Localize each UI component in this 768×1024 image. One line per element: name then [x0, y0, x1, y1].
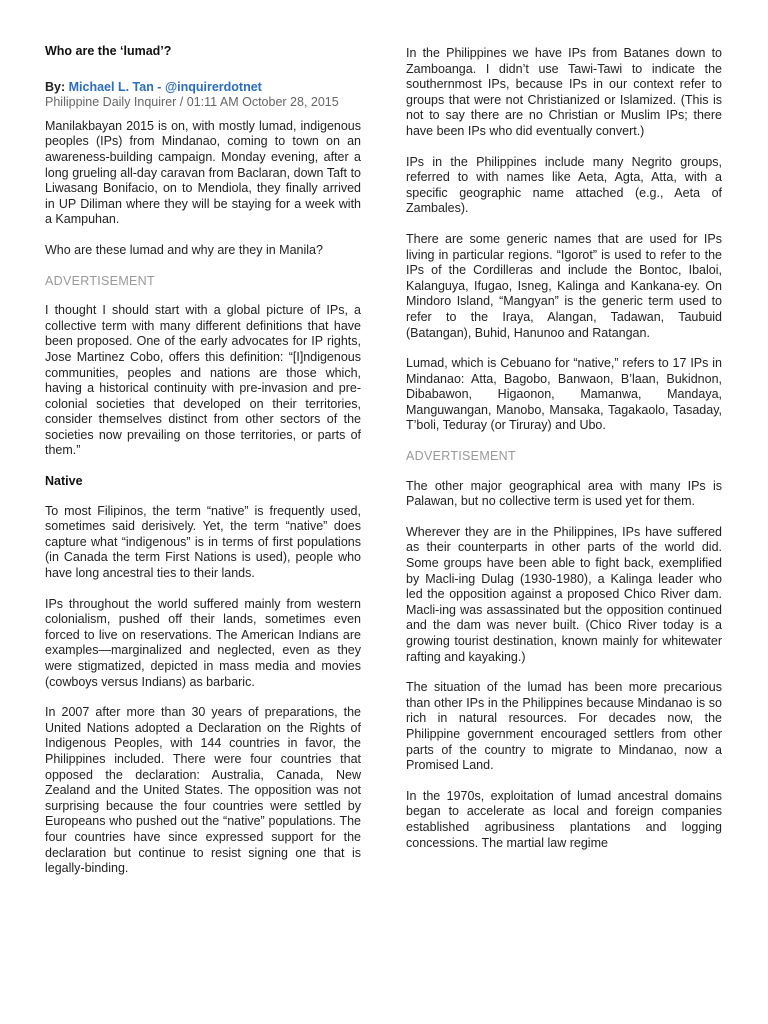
paragraph: Who are these lumad and why are they in Manila?: [45, 242, 323, 257]
article-right-column: [406, 46, 722, 866]
source-separator: /: [176, 95, 187, 110]
byline: [45, 80, 361, 96]
paragraph: The situation of the lumad has been more precarious than other IPs in the Philippines because Mindanao is so rich in natural resources. For decades now, the Philippine government encouraged settlers from other parts of the country to migrate to Mindanao, now a Promised Land.: [406, 680, 722, 773]
paragraph: There are some generic names that are used for IPs living in particular regions. “Igorot” is used to refer to the IPs of the Cordilleras and include the Bontoc, Ibaloi, Kalanguya, Ifugao, Isneg, Kalinga and Kankana-ey. On Mindoro Island, “Mangyan” is the generic term used to refer to the Iraya, Alangan, Tadawan, Taubuid (Batangan), Buhid, Hanunoo and Ratangan.: [406, 231, 722, 340]
paragraph: Wherever they are in the Philippines, IPs have suffered as their counterparts in other parts of the world did. Some groups have been able to fight back, exemplified by Macli-ing Dulag (1930-1980), a Kalinga leader who led the opposition against a proposed Chico River dam. Macli-ing was assassinated but the opposition continued and the dam was never built. (Chico River today is a growing tourist destination, known mainly for whitewater rafting and kayaking.): [406, 524, 722, 664]
advertisement-label: ADVERTISEMENT: [406, 449, 516, 464]
byline-separator: -: [153, 79, 165, 94]
paragraph: In the Philippines we have IPs from Batanes down to Zamboanga. I didn’t use Tawi-Tawi to indicate the southernmost IPs, because IPs in our context refer to groups that were not Christianized or Islamized. (This is not to say there are no Christian or Muslim IPs; there have been IPs who did eventually convert.): [406, 46, 722, 138]
paragraph: To most Filipinos, the term “native” is frequently used, sometimes said derisively. Yet, the term “native” does capture what “indigenous” is in terms of first populations (in Canada the term First Nations is used), people who have long ancestral ties to their lands.: [45, 503, 361, 581]
advertisement-label: ADVERTISEMENT: [45, 273, 155, 288]
article-title: Who are the ‘lumad’?: [45, 44, 172, 58]
paragraph: IPs in the Philippines include many Negrito groups, referred to with names like Aeta, Agta, Atta, with a specific geographic name attached (e.g., Aeta of Zambales).: [406, 154, 722, 216]
paragraph: I thought I should start with a global picture of IPs, a collective term with many different definitions that have been proposed. One of the early advocates for IP rights, Jose Martinez Cobo, offers this definition: “[I]ndigenous communities, peoples and nations are those which, having a historical continuity with pre-invasion and pre-colonial societies that developed on their territories, consider themselves distinct from other sectors of the societies now prevailing on those territories, or parts of them.”: [45, 303, 361, 458]
paragraph: Manilakbayan 2015 is on, with mostly lumad, indigenous peoples (IPs) from Mindanao, coming to town on an awareness-building campaign. Monday evening, after a long grueling all-day caravan from Baclaran, down Taft to Liwasang Bonifacio, on to Mendiola, they finally arrived in UP Diliman where they will be staying for a week with a Kampuhan.: [45, 118, 361, 227]
source-dateline: [45, 95, 361, 111]
paragraph: IPs throughout the world suffered mainly from western colonialism, pushed off their lands, sometimes even forced to live on reservations. The American Indians are examples—marginalized and neglected, even as they were stigmatized, depicted in mass media and movies (cowboys versus Indians) as barbaric.: [45, 596, 361, 689]
article-left-column: [45, 38, 361, 892]
author-link[interactable]: Michael L. Tan: [68, 79, 154, 94]
publication-name: Philippine Daily Inquirer: [45, 95, 177, 110]
byline-prefix: By:: [45, 79, 69, 94]
paragraph: In the 1970s, exploitation of lumad ancestral domains began to accelerate as local and foreign companies established agribusiness plantations and logging concessions. The martial law regime: [406, 788, 722, 850]
twitter-handle-link[interactable]: @inquirerdotnet: [164, 79, 262, 94]
paragraph: Lumad, which is Cebuano for “native,” refers to 17 IPs in Mindanao: Atta, Bagobo, Banwaon, B’laan, Bukidnon, Dibabawon, Higaonon, Mamanwa, Mandaya, Manguwangan, Manobo, Mansaka, Tagakaolo, Tasaday, T’boli, Teduray (or Tiruray) and Ubo.: [406, 356, 722, 433]
publish-date: 01:11 AM October 28, 2015: [186, 95, 339, 110]
section-heading: Native: [45, 474, 83, 489]
paragraph: In 2007 after more than 30 years of preparations, the United Nations adopted a Declaration on the Rights of Indigenous Peoples, with 144 countries in favor, the Philippines included. There were four countries that opposed the declaration: Australia, Canada, New Zealand and the United States. The opposition was not surprising because the four countries were settled by Europeans who pushed out the “native” populations. The four countries have since expressed support for the declaration but continue to resist signing one that is legally-binding.: [45, 705, 361, 876]
paragraph: The other major geographical area with many IPs is Palawan, but no collective term is used yet for them.: [406, 478, 722, 509]
